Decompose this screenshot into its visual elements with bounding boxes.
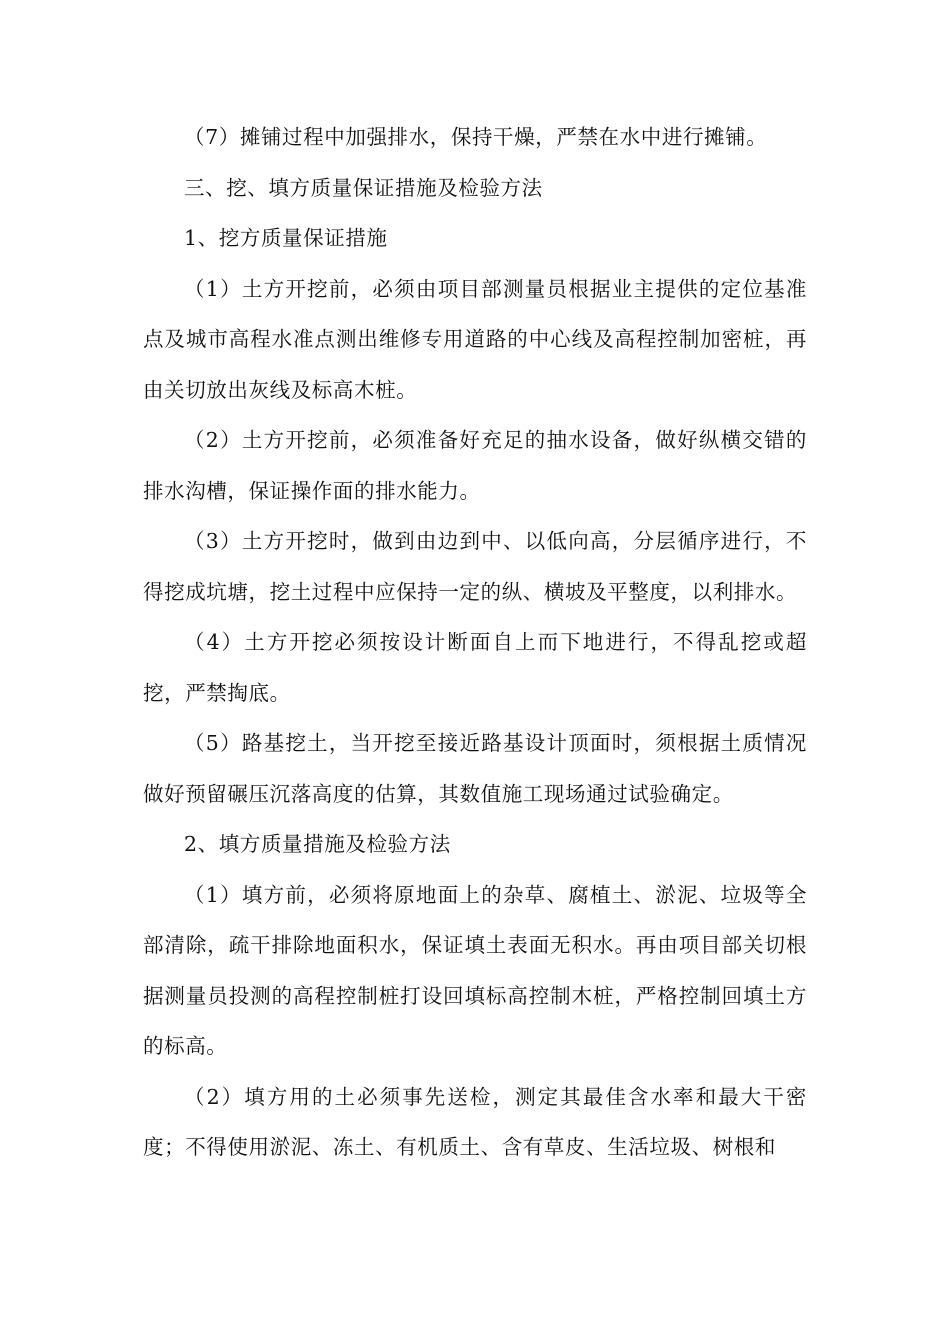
paragraph-item-7-paving-drainage: （7）摊铺过程中加强排水，保持干燥，严禁在水中进行摊铺。 bbox=[184, 125, 768, 149]
paragraph-excavation-item-4: （4）土方开挖必须按设计断面自上而下地进行，不得乱挖或超挖，严禁掏底。 bbox=[143, 630, 807, 705]
subheading-fill-quality: 2、填方质量措施及检验方法 bbox=[184, 832, 451, 856]
section-heading-excavation-fill-quality: 三、挖、填方质量保证措施及检验方法 bbox=[184, 175, 543, 200]
paragraph-excavation-item-1: （1）土方开挖前，必须由项目部测量员根据业主提供的定位基准点及城市高程水准点测出维修专用道路的中心线及高程控制加密桩，再由关切放出灰线及标高木桩。 bbox=[143, 276, 807, 402]
document-body bbox=[143, 112, 807, 1173]
paragraph-excavation-item-2: （2）土方开挖前，必须准备好充足的抽水设备，做好纵横交错的排水沟槽，保证操作面的排水能力。 bbox=[143, 428, 807, 503]
paragraph-fill-item-2: （2）填方用的土必须事先送检，测定其最佳含水率和最大干密度；不得使用淤泥、冻土、有机质土、含有草皮、生活垃圾、树根和 bbox=[143, 1084, 807, 1159]
paragraph-excavation-item-3: （3）土方开挖时，做到由边到中、以低向高，分层循序进行，不得挖成坑塘，挖土过程中应保持一定的纵、横坡及平整度，以利排水。 bbox=[143, 529, 807, 604]
paragraph-excavation-item-5: （5）路基挖土，当开挖至接近路基设计顶面时，须根据土质情况做好预留碾压沉落高度的估算，其数值施工现场通过试验确定。 bbox=[143, 731, 807, 806]
subheading-excavation-quality: 1、挖方质量保证措施 bbox=[184, 226, 388, 250]
paragraph-fill-item-1: （1）填方前，必须将原地面上的杂草、腐植土、淤泥、垃圾等全部清除，疏干排除地面积水，保证填土表面无积水。再由项目部关切根据测量员投测的高程控制桩打设回填标高控制木桩，严格控制回填土方的标高。 bbox=[143, 882, 807, 1058]
